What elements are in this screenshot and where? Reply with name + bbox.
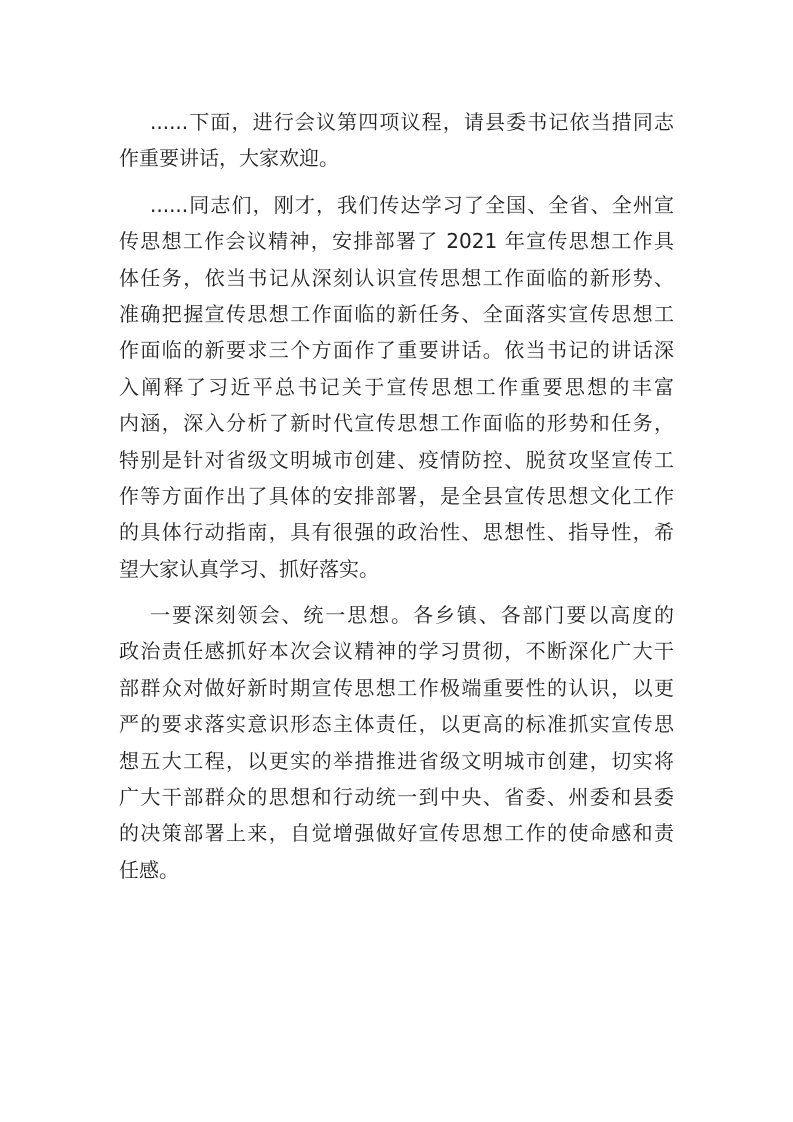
text-line: 广大干部群众的思想和行动统一到中央、省委、州委和县委	[119, 785, 674, 810]
text-line: 内涵，深入分析了新时代宣传思想工作面临的形势和任务，	[119, 411, 674, 436]
text-line: ......下面，进行会议第四项议程，请县委书记依当措同志	[150, 110, 674, 134]
text-line: 作面临的新要求三个方面作了重要讲话。依当书记的讲话深	[119, 338, 674, 363]
text-line: 特别是针对省级文明城市创建、疫情防控、脱贫攻坚宣传工	[119, 447, 674, 472]
text-line: ......同志们，刚才，我们传达学习了全国、全省、全州宣	[150, 192, 674, 217]
text-line: 严的要求落实意识形态主体责任，以更高的标准抓实宣传思	[119, 712, 674, 737]
text-line: 体任务，依当书记从深刻认识宣传思想工作面临的新形势、	[119, 265, 674, 290]
text-line: 一要深刻领会、统一思想。各乡镇、各部门要以高度的	[150, 603, 674, 628]
paragraph	[119, 104, 674, 177]
text-line: 的决策部署上来，自觉增强做好宣传思想工作的使命感和责	[119, 821, 674, 846]
text-line: 作等方面作出了具体的安排部署，是全县宣传思想文化工作	[119, 483, 674, 508]
document-page	[119, 104, 674, 898]
text-line: 准确把握宣传思想工作面临的新任务、全面落实宣传思想工	[119, 301, 674, 326]
paragraph	[119, 187, 674, 587]
paragraph	[119, 597, 674, 888]
text-line: 政治责任感抓好本次会议精神的学习贯彻，不断深化广大干	[119, 639, 674, 664]
text-line: 传思想工作会议精神，安排部署了 2021 年宣传思想工作具	[119, 229, 674, 254]
text-line: 的具体行动指南，具有很强的政治性、思想性、指导性，希	[119, 520, 674, 545]
text-line: 想五大工程，以更实的举措推进省级文明城市创建，切实将	[119, 748, 674, 773]
text-line: 望大家认真学习、抓好落实。	[119, 556, 379, 581]
text-line: 作重要讲话，大家欢迎。	[119, 146, 339, 171]
text-line: 入阐释了习近平总书记关于宣传思想工作重要思想的丰富	[119, 374, 674, 399]
text-line: 任感。	[119, 857, 179, 882]
text-line: 部群众对做好新时期宣传思想工作极端重要性的认识，以更	[119, 675, 674, 700]
